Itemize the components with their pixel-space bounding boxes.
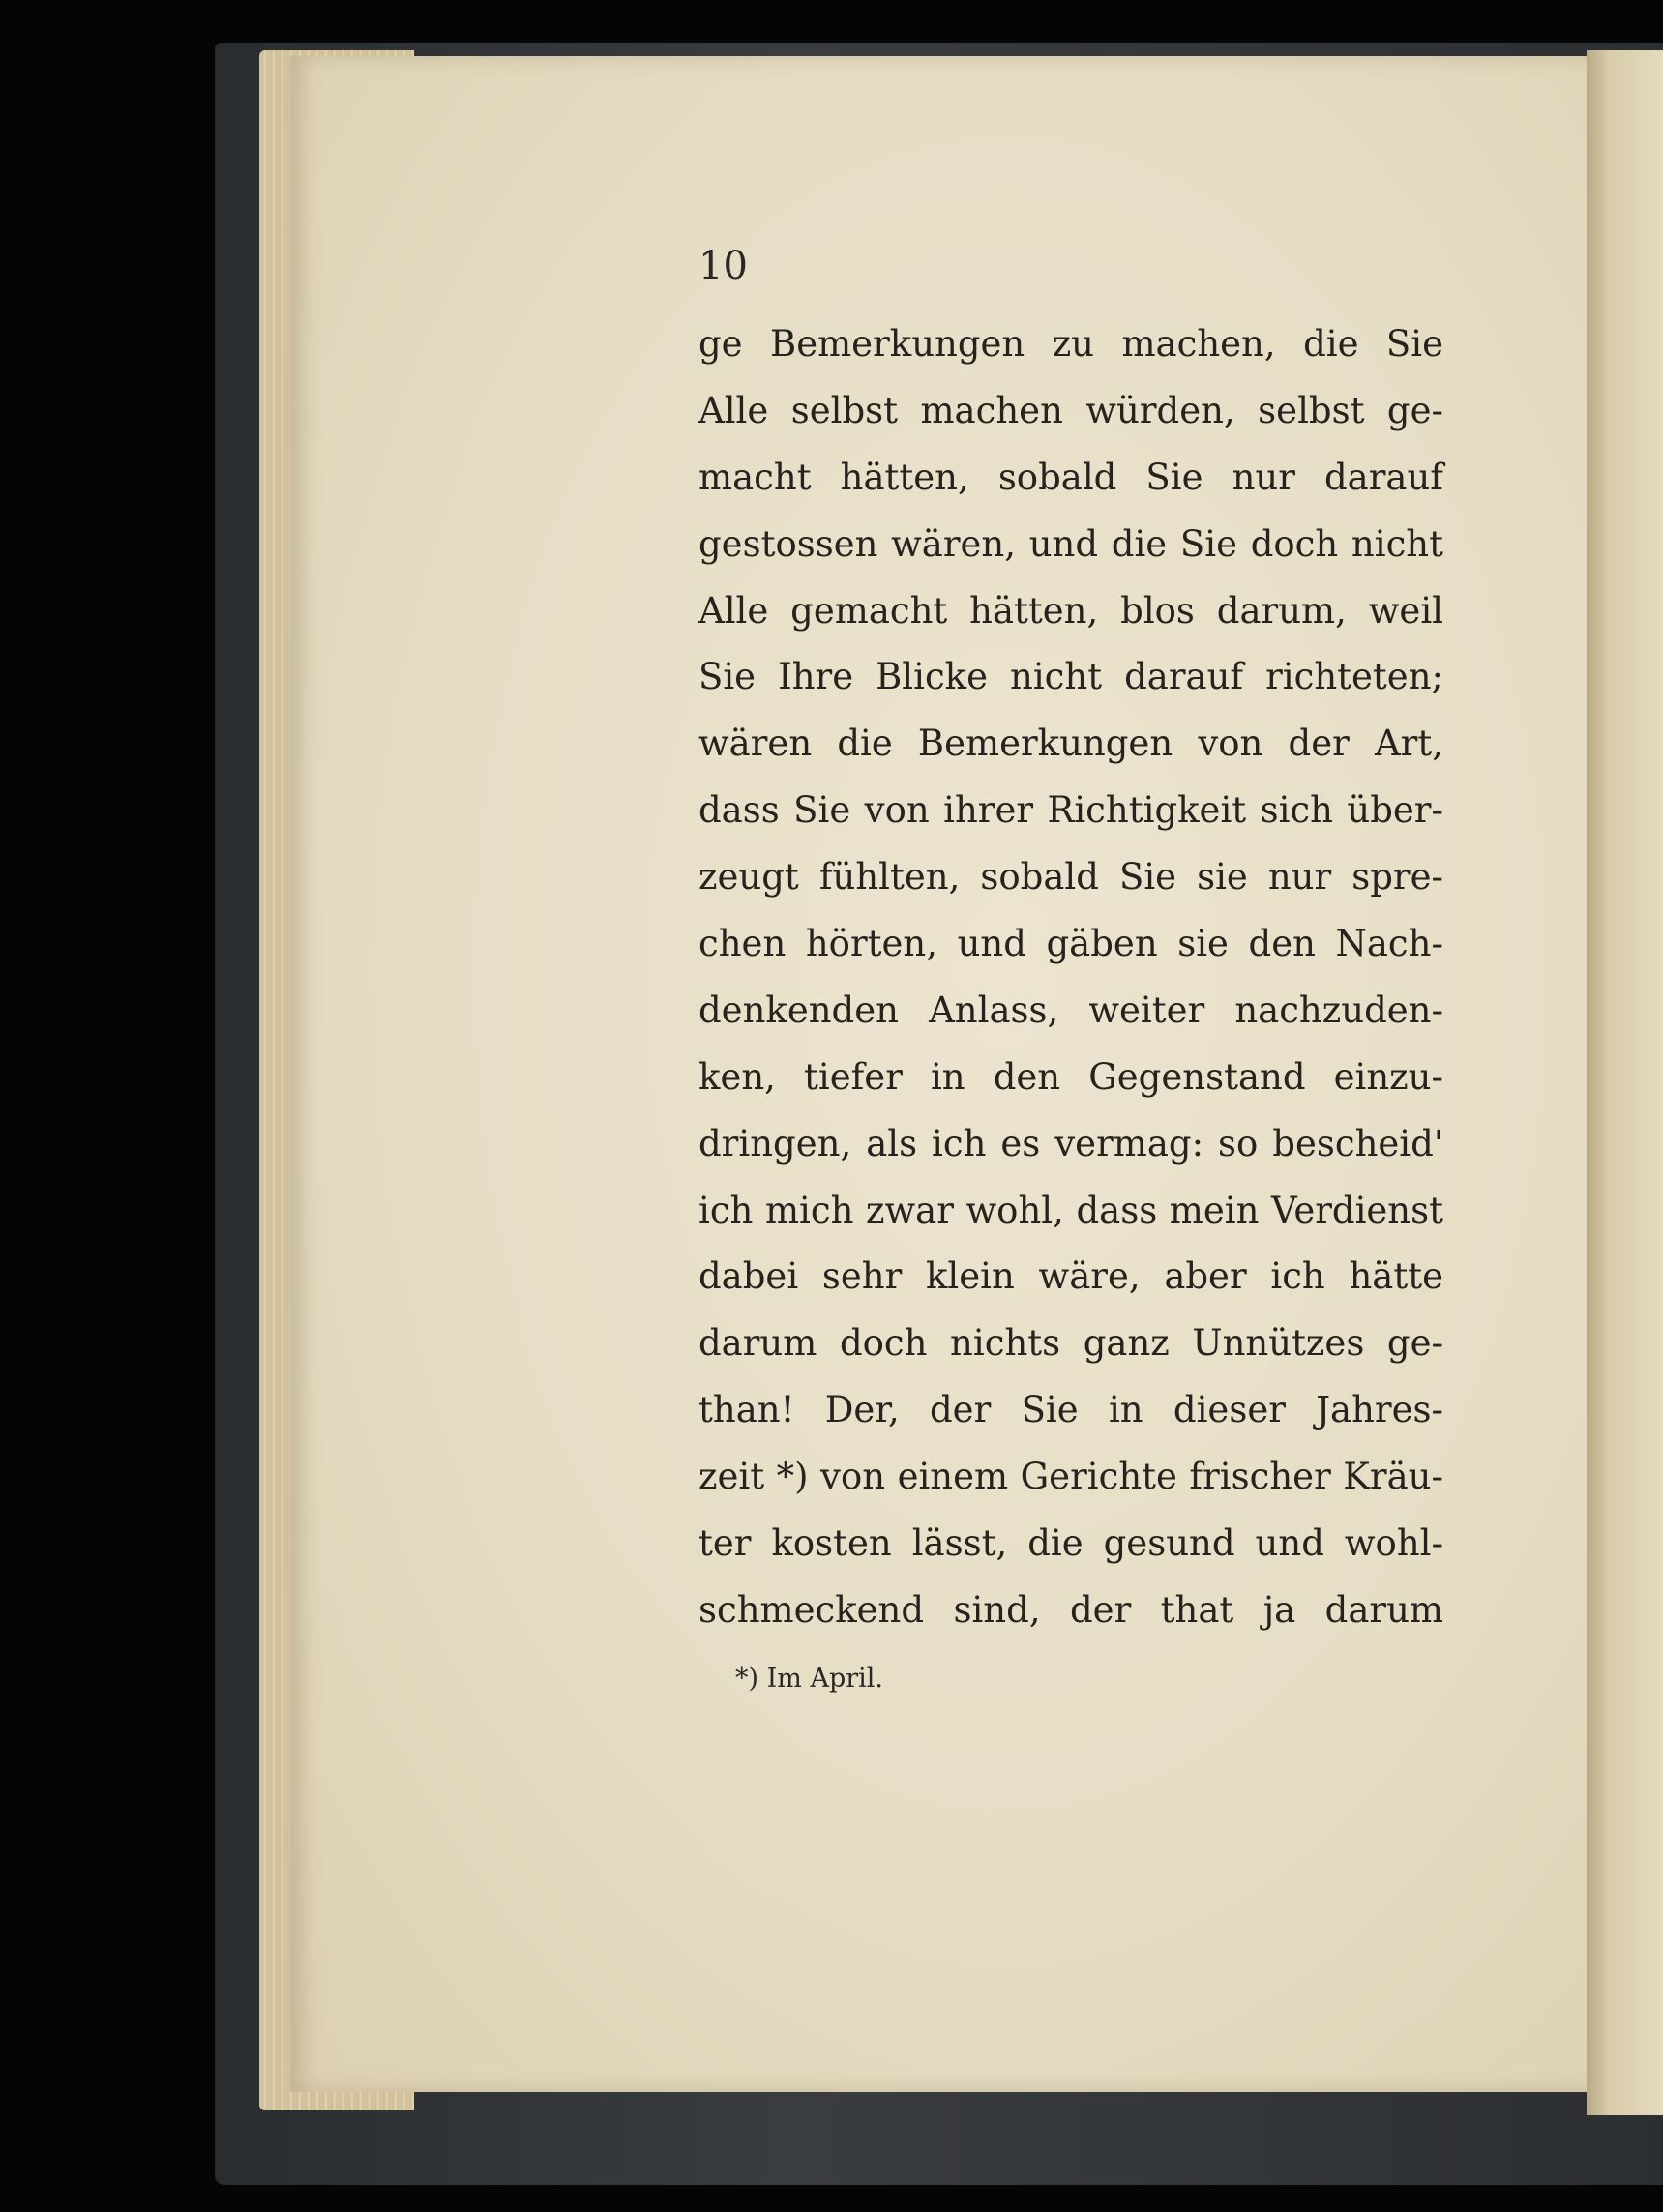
text-line: macht hätten, sobald Sie nur darauf xyxy=(698,456,1443,498)
text-line: dabei sehr klein wäre, aber ich hätte xyxy=(698,1255,1443,1298)
text-line: zeit *) von einem Gerichte frischer Kräu- xyxy=(698,1456,1443,1498)
text-line: Sie Ihre Blicke nicht darauf richteten; xyxy=(698,656,1443,698)
text-line: gestossen wären, und die Sie doch nicht xyxy=(698,522,1443,565)
text-line: wären die Bemerkungen von der Art, xyxy=(698,723,1443,765)
text-line: ge Bemerkungen zu machen, die Sie xyxy=(698,323,1443,365)
text-line: dringen, als ich es vermag: so bescheid' xyxy=(698,1122,1443,1165)
text-line: chen hörten, und gäben sie den Nach- xyxy=(698,923,1443,965)
text-line: zeugt fühlten, sobald Sie sie nur spre- xyxy=(698,856,1443,899)
text-line: than! Der, der Sie in dieser Jahres- xyxy=(698,1389,1443,1431)
footnote: *) Im April. xyxy=(735,1664,884,1694)
text-line: Alle selbst machen würden, selbst ge- xyxy=(698,389,1443,431)
text-line: ter kosten lässt, die gesund und wohl- xyxy=(698,1522,1443,1565)
text-line: darum doch nichts ganz Unnützes ge- xyxy=(698,1322,1443,1365)
text-line: ich mich zwar wohl, dass mein Verdienst xyxy=(698,1189,1443,1231)
text-line: ken, tiefer in den Gegenstand einzu- xyxy=(698,1055,1443,1098)
text-line: denkenden Anlass, weiter nachzuden- xyxy=(698,988,1443,1031)
text-line: schmeckend sind, der that ja darum xyxy=(698,1588,1443,1631)
page-number: 10 xyxy=(698,244,748,288)
text-line: Alle gemacht hätten, blos darum, weil xyxy=(698,589,1443,632)
facing-page-edge xyxy=(1587,50,1663,2115)
text-line: dass Sie von ihrer Richtigkeit sich über- xyxy=(698,789,1443,832)
body-text xyxy=(698,311,1443,1644)
